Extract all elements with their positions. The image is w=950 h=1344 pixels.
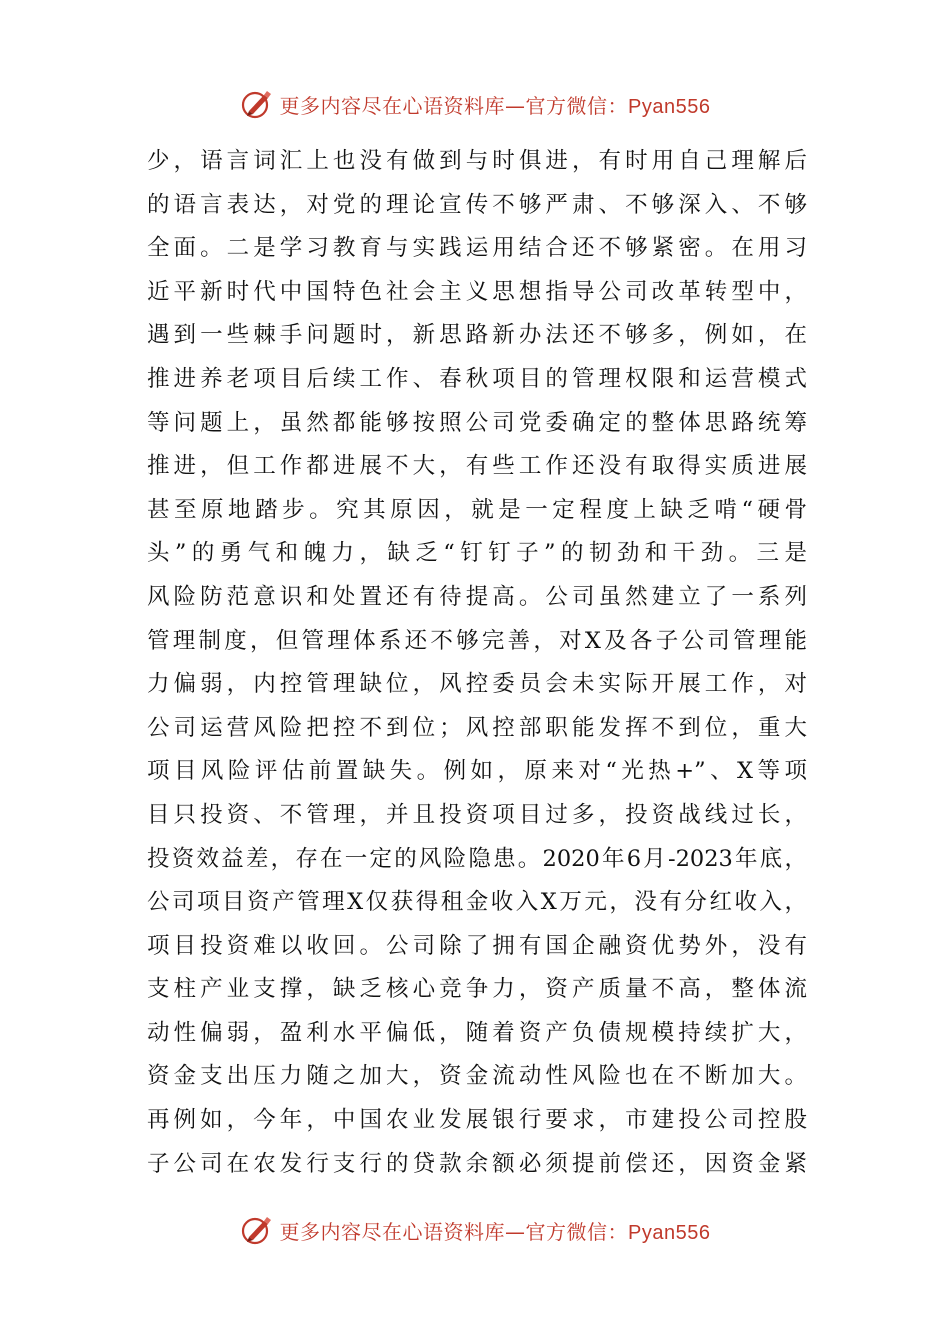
body-line: 的语言表达，对党的理论宣传不够严肃、不够深入、不够 bbox=[147, 191, 807, 218]
body-line: 项目风险评估前置缺失。例如，原来对“光热+”、X等项 bbox=[147, 758, 807, 785]
body-line: 等问题上，虽然都能够按照公司党委确定的整体思路统筹 bbox=[147, 409, 807, 436]
body-line: 风险防范意识和处置还有待提高。公司虽然建立了一系列 bbox=[147, 583, 807, 610]
body-line: 力偏弱，内控管理缺位，风控委员会未实际开展工作，对 bbox=[147, 671, 807, 698]
body-line: 推进，但工作都进展不大，有些工作还没有取得实质进展 bbox=[147, 453, 807, 480]
body-line: 近平新时代中国特色社会主义思想指导公司改革转型中， bbox=[147, 278, 807, 305]
document-body bbox=[147, 140, 807, 1186]
body-line: 公司运营风险把控不到位；风控部职能发挥不到位，重大 bbox=[147, 714, 807, 741]
body-line: 子公司在农发行支行的贷款余额必须提前偿还，因资金紧 bbox=[147, 1150, 807, 1177]
footer-watermark bbox=[0, 1210, 950, 1250]
watermark-text: 更多内容尽在心语资料库—官方微信：Pyan556 bbox=[279, 1219, 711, 1244]
pen-logo-icon bbox=[240, 1213, 274, 1247]
watermark-account: Pyan556 bbox=[628, 1221, 711, 1244]
body-line: 支柱产业支撑，缺乏核心竞争力，资产质量不高，整体流 bbox=[147, 976, 807, 1003]
body-line: 资金支出压力随之加大，资金流动性风险也在不断加大。 bbox=[147, 1063, 807, 1090]
body-line: 全面。二是学习教育与实践运用结合还不够紧密。在用习 bbox=[147, 235, 807, 262]
body-line: 项目投资难以收回。公司除了拥有国企融资优势外，没有 bbox=[147, 932, 807, 959]
watermark-account: Pyan556 bbox=[628, 95, 711, 118]
body-line: 再例如，今年，中国农业发展银行要求，市建投公司控股 bbox=[147, 1107, 807, 1134]
body-line: 头”的勇气和魄力，缺乏“钉钉子”的韧劲和干劲。三是 bbox=[147, 540, 807, 567]
body-line: 遇到一些棘手问题时，新思路新办法还不够多，例如，在 bbox=[147, 322, 807, 349]
body-line: 公司项目资产管理X仅获得租金收入X万元，没有分红收入， bbox=[147, 889, 807, 916]
body-line: 甚至原地踏步。究其原因，就是一定程度上缺乏啃“硬骨 bbox=[147, 496, 807, 523]
body-line: 推进养老项目后续工作、春秋项目的管理权限和运营模式 bbox=[147, 365, 807, 392]
body-line: 少，语言词汇上也没有做到与时俱进，有时用自己理解后 bbox=[147, 148, 807, 174]
body-line: 动性偏弱，盈利水平偏低，随着资产负债规模持续扩大， bbox=[147, 1019, 807, 1046]
watermark-text: 更多内容尽在心语资料库—官方微信：Pyan556 bbox=[279, 93, 711, 118]
pen-logo-icon bbox=[240, 87, 274, 121]
header-watermark bbox=[0, 84, 950, 124]
body-line: 投资效益差，存在一定的风险隐患。2020年6月-2023年底， bbox=[147, 845, 807, 872]
body-line: 管理制度，但管理体系还不够完善，对X及各子公司管理能 bbox=[147, 627, 807, 654]
body-line: 目只投资、不管理，并且投资项目过多，投资战线过长， bbox=[147, 801, 807, 828]
